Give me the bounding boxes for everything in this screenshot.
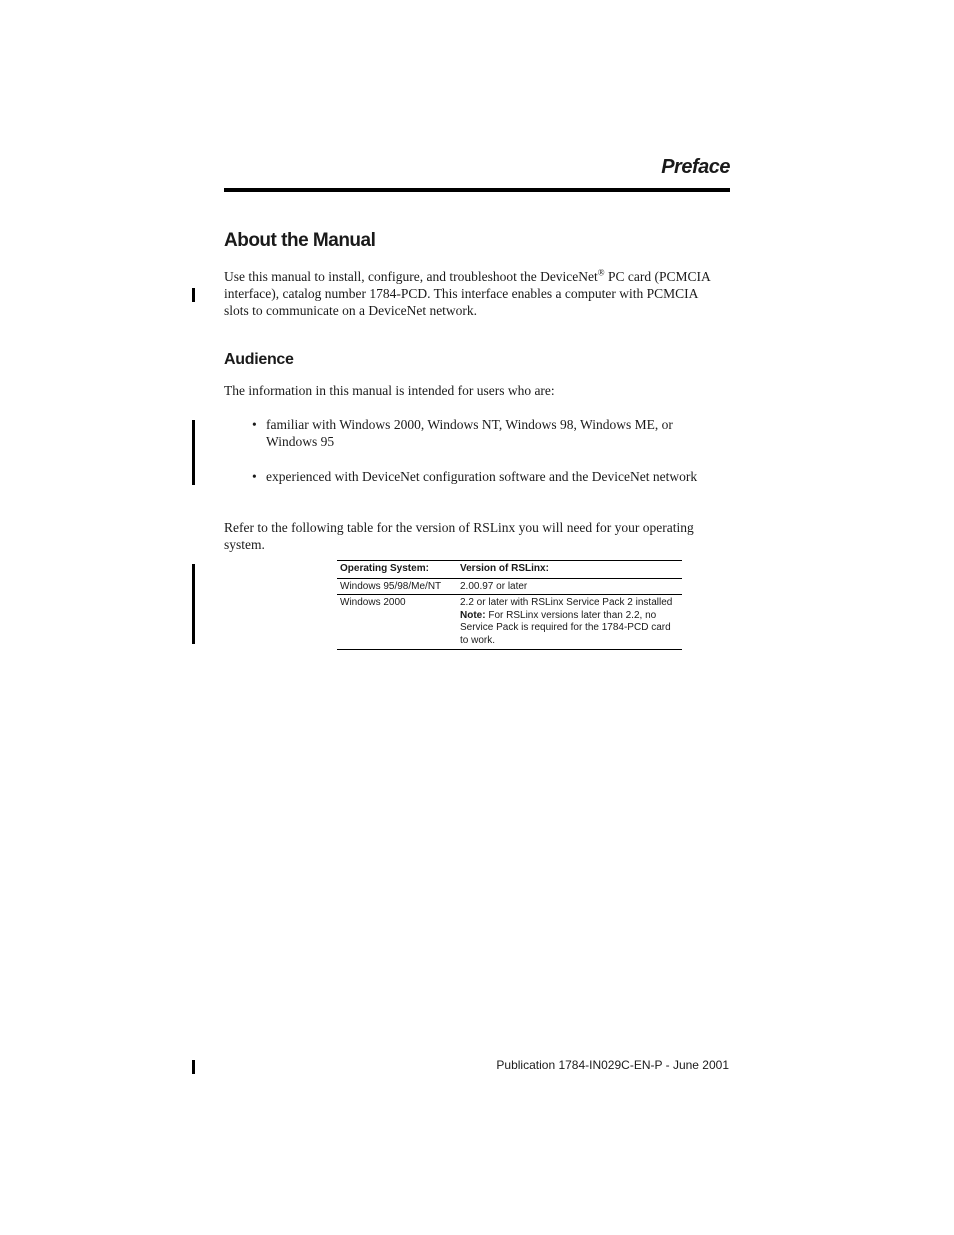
audience-intro: The information in this manual is intended for users who are: — [224, 383, 555, 398]
chapter-title: Preface — [661, 156, 730, 178]
table-cell-version: 2.00.97 or later — [460, 580, 528, 592]
bullet-icon: • — [252, 469, 257, 484]
section-heading-about-manual: About the Manual — [224, 230, 376, 251]
version-note — [460, 610, 679, 648]
publication-footer: Publication 1784-IN029C-EN-P - June 2001 — [496, 1058, 729, 1072]
about-paragraph-part2: PC card (PCMCIA interface), catalog number 1784-PCD. This interface enables a computer with PCMCIA slots to communicate on a DeviceNet network. — [224, 269, 711, 318]
subsection-heading-audience: Audience — [224, 351, 294, 368]
list-item — [252, 416, 722, 450]
table-cell-version — [457, 595, 682, 650]
audience-bullet-list — [252, 416, 722, 503]
change-bar — [192, 420, 195, 485]
about-paragraph — [224, 268, 724, 319]
note-label: Note: — [460, 609, 486, 621]
rslinx-version-table — [337, 560, 682, 650]
table-row — [337, 595, 682, 650]
list-item-text: familiar with Windows 2000, Windows NT, Windows 98, Windows ME, or Windows 95 — [266, 417, 673, 449]
column-header-version: Version of RSLinx: — [460, 563, 549, 574]
bullet-icon: • — [252, 417, 257, 432]
column-header-os: Operating System: — [340, 563, 429, 574]
change-bar — [192, 1060, 195, 1074]
list-item-text: experienced with DeviceNet configuration software and the DeviceNet network — [266, 469, 698, 484]
chapter-rule — [224, 188, 730, 192]
note-text: For RSLinx versions later than 2.2, no Service Pack is required for the 1784-PCD card to work. — [460, 609, 671, 646]
change-bar — [192, 288, 195, 302]
version-text: 2.2 or later with RSLinx Service Pack 2 installed — [460, 597, 673, 608]
list-item — [252, 468, 722, 485]
table-row — [337, 578, 682, 595]
table-cell-os: Windows 2000 — [340, 597, 406, 608]
table-intro: Refer to the following table for the version of RSLinx you will need for your operating system. — [224, 520, 694, 552]
about-paragraph-part1: Use this manual to install, configure, and troubleshoot the DeviceNet — [224, 269, 598, 284]
table-cell-os: Windows 95/98/Me/NT — [340, 580, 442, 592]
registered-mark: ® — [597, 267, 605, 278]
table-header-row — [337, 561, 682, 579]
change-bar — [192, 564, 195, 644]
